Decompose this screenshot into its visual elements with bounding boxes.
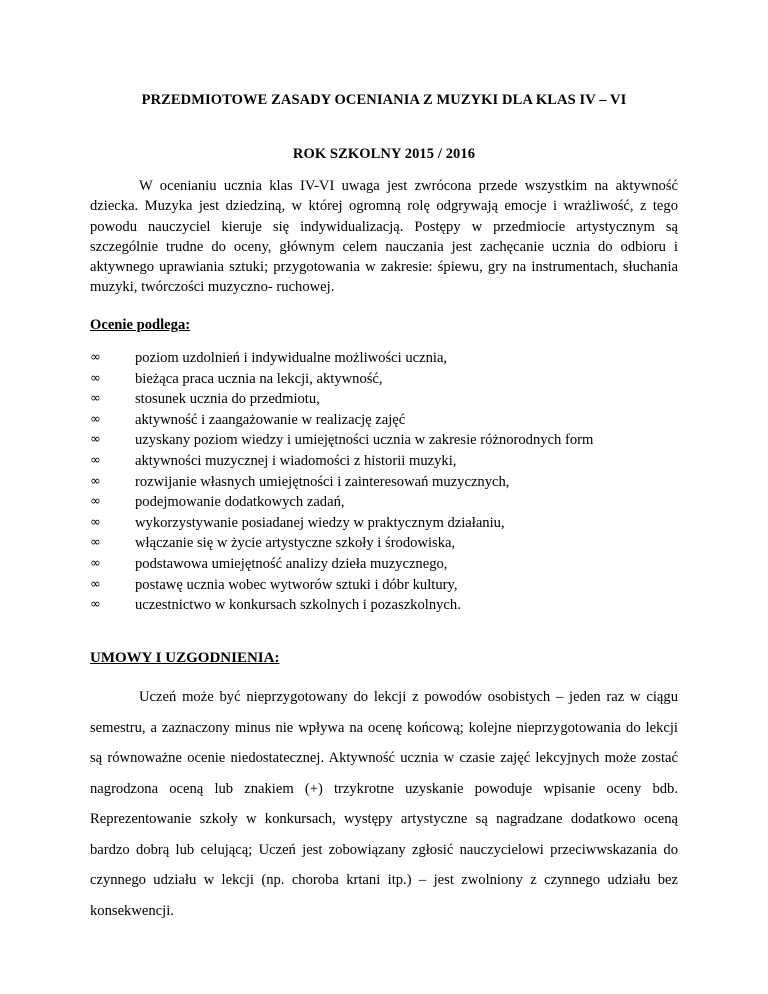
- list-item-text: uzyskany poziom wiedzy i umiejętności ucznia w zakresie różnorodnych form: [135, 432, 594, 449]
- list-item-text: włączanie się w życie artystyczne szkoły i środowiska,: [135, 535, 456, 552]
- list-item-text: podejmowanie dodatkowych zadań,: [135, 494, 345, 511]
- infinity-bullet-icon: ∞: [90, 576, 101, 592]
- list-item-text: wykorzystywanie posiadanej wiedzy w praktycznym działaniu,: [135, 514, 505, 531]
- infinity-bullet-icon: ∞: [90, 473, 101, 489]
- agreements-heading: UMOWY I UZGODNIENIA:: [90, 650, 280, 666]
- school-year-subtitle: ROK SZKOLNY 2015 / 2016: [292, 146, 476, 162]
- infinity-bullet-icon: ∞: [90, 597, 101, 613]
- list-item-text: postawę ucznia wobec wytworów sztuki i dóbr kultury,: [135, 576, 458, 593]
- infinity-bullet-icon: ∞: [90, 391, 101, 407]
- agreements-paragraph-text: Uczeń może być nieprzygotowany do lekcji z powodów osobistych – jeden raz w ciągu semestru, a zaznaczony minus nie wpływa na ocenę końcową; kolejne nieprzygotowania do lekcji są równoważne ocenie niedostatecznej. Aktywność ucznia w czasie zajęć lekcyjnych może zostać nagrodzona oceną lub znakiem (+) trzykrotne uzyskanie powoduje wpisanie oceny bdb. Reprezentowanie szkoły w konkursach, występy artystyczne są nagradzane dodatkowo oceną bardzo dobrą lub celującą; Uczeń jest zobowiązany zgłosić nauczycielowi przeciwwskazania do czynnego udziału w lekcji (np. choroba krtani itp.) – jest zwolniony z czynnego udziału bez konsekwencji.: [90, 689, 678, 919]
- list-item-text: stosunek ucznia do przedmiotu,: [135, 391, 320, 408]
- infinity-bullet-icon: ∞: [90, 452, 101, 468]
- agreements-paragraph: [90, 682, 678, 926]
- intro-paragraph-text: W ocenianiu ucznia klas IV-VI uwaga jest zwrócona przede wszystkim na aktywność dziecka. Muzyka jest dziedziną, w której ogromną rolę odgrywają emocje i wrażliwość, z tego powodu nauczyciel kieruje się indywidualizacją. Postępy w przedmiocie artystycznym są szczególnie trudne do oceny, głównym celem nauczania jest zachęcanie ucznia do odbioru i aktywnego uprawiania sztuki; przygotowania w zakresie: śpiewu, gry na instrumentach, słuchania muzyki, twórczości muzyczno- ruchowej.: [90, 178, 678, 296]
- list-item-text: podstawowa umiejętność analizy dzieła muzycznego,: [135, 555, 448, 572]
- list-item-text: aktywności muzycznej i wiadomości z historii muzyki,: [135, 452, 457, 469]
- infinity-bullet-icon: ∞: [90, 555, 101, 571]
- list-item-text: bieżąca praca ucznia na lekcji, aktywność,: [135, 370, 383, 387]
- list-item-text: poziom uzdolnień i indywidualne możliwości ucznia,: [135, 350, 448, 366]
- list-item-text: uczestnictwo w konkursach szkolnych i pozaszkolnych.: [135, 597, 461, 614]
- intro-paragraph: [90, 176, 678, 298]
- document-title: PRZEDMIOTOWE ZASADY OCENIANIA Z MUZYKI DLA KLAS IV – VI: [141, 92, 627, 108]
- infinity-bullet-icon: ∞: [90, 535, 101, 551]
- infinity-bullet-icon: ∞: [90, 370, 101, 386]
- infinity-bullet-icon: ∞: [90, 432, 101, 448]
- list-item-text: aktywność i zaangażowanie w realizację zajęć: [135, 411, 406, 428]
- infinity-bullet-icon: ∞: [90, 350, 101, 365]
- list-item-text: rozwijanie własnych umiejętności i zainteresowań muzycznych,: [135, 473, 510, 490]
- infinity-bullet-icon: ∞: [90, 514, 101, 530]
- assessment-heading: Ocenie podlega:: [90, 317, 191, 333]
- infinity-bullet-icon: ∞: [90, 494, 101, 510]
- infinity-bullet-icon: ∞: [90, 411, 101, 427]
